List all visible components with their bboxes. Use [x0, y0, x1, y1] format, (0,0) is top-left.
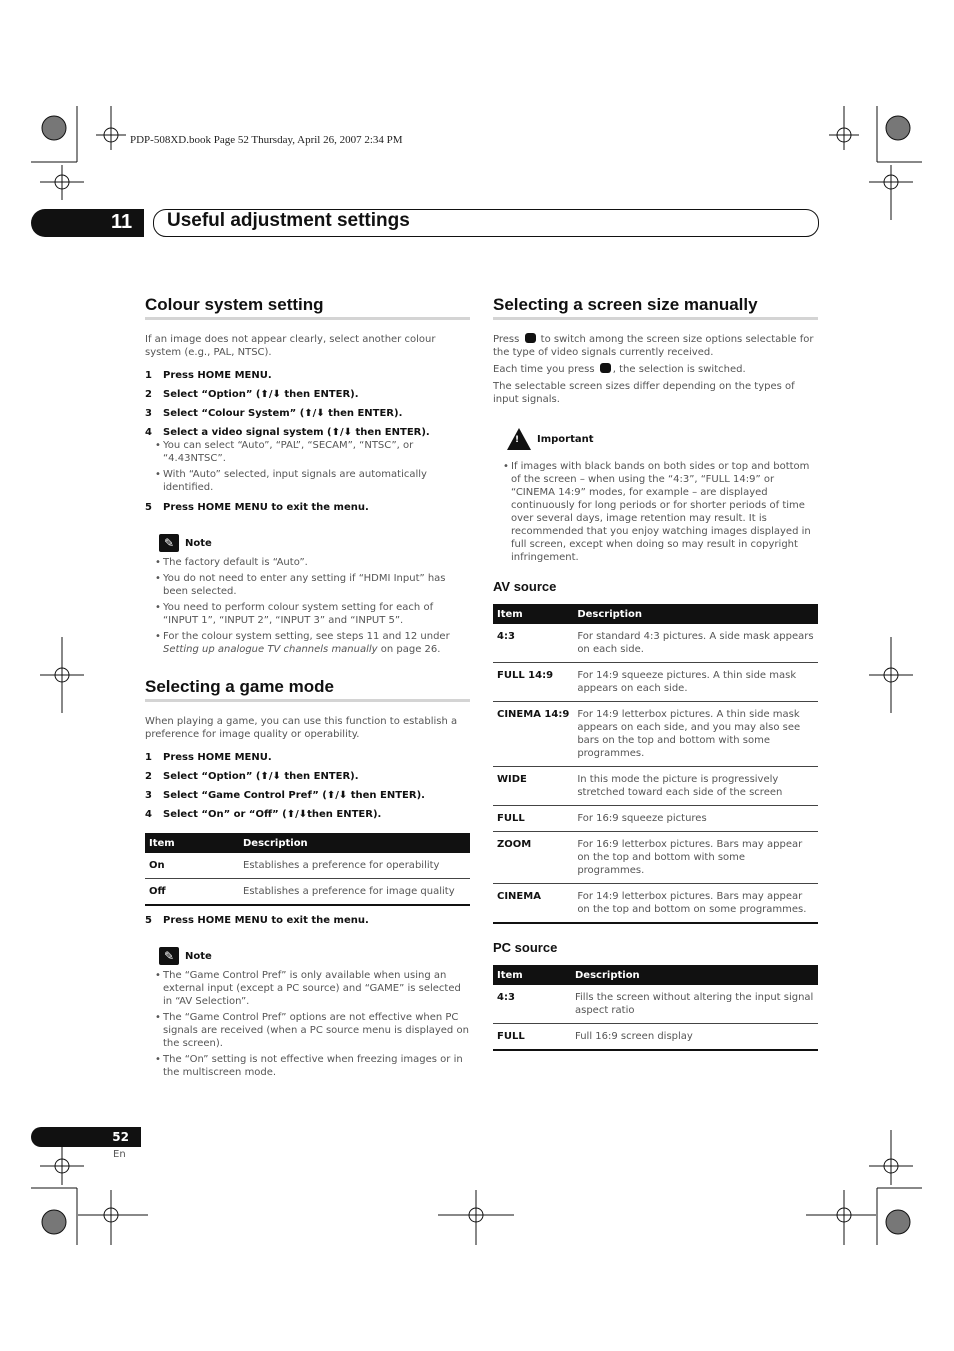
colour-step: 3 Select “Colour System” (⬆/⬇ then ENTER).	[145, 408, 403, 419]
table-row: 4:3 Fills the screen without altering the input signal aspect ratio	[493, 985, 818, 1024]
colour-step: 1 Press HOME MENU.	[145, 370, 272, 381]
page-number: 52	[112, 1130, 129, 1144]
game-step: 5 Press HOME MENU to exit the menu.	[145, 915, 369, 926]
av-source-table: Item Description 4:3 For standard 4:3 pictures. A side mask appears on each side. FULL 14:9 For 14:9 squeeze pictures. A thin side mask appears on each side. CINEMA 14:9 For 14:9 letterbox pictures. A thin side mask appears on each side, and you may also see bars on the top and bottom with some programmes. WIDE In this mode the picture is progressively stretched toward each side of the screen FULL For 16:9 squeeze pictures ZOOM For 16:9 letterbox pictures. Bars may appear on the top and bottom with some programmes. CINEMA For 14:9 letterbox pictures. Bars may appear on the top and bottom on some programmes.	[493, 604, 818, 924]
list-item: • The “Game Control Pref” is only available when using an external input (except a PC source) and “GAME” is selected in “AV Selection”.	[155, 969, 470, 1008]
note-header: ✎ Note	[159, 947, 470, 965]
screen-section-title: Selecting a screen size manually	[493, 295, 818, 320]
chapter-number-tab	[31, 209, 144, 237]
colour-intro: If an image does not appear clearly, select another colour system (e.g., PAL, NTSC).	[145, 334, 436, 358]
colour-step: 5 Press HOME MENU to exit the menu.	[145, 502, 369, 513]
table-row: WIDE In this mode the picture is progressively stretched toward each side of the screen	[493, 767, 818, 806]
game-section-title: Selecting a game mode	[145, 677, 470, 702]
list-item: • You need to perform colour system setting for each of “INPUT 1”, “INPUT 2”, “INPUT 3” and “INPUT 5”.	[155, 601, 470, 627]
game-intro: When playing a game, you can use this function to establish a preference for image quality or operability.	[145, 716, 458, 740]
pc-source-title: PC source	[493, 940, 558, 955]
screen-intro: Press to switch among the screen size options selectable for the type of video signals currently received.	[493, 334, 814, 358]
table-row: FULL Full 16:9 screen display	[493, 1024, 818, 1051]
page-number-tab	[31, 1127, 141, 1147]
table-row: FULL 14:9 For 14:9 squeeze pictures. A thin side mask appears on each side.	[493, 663, 818, 702]
screen-size-button-icon	[525, 333, 536, 343]
av-source-title: AV source	[493, 579, 557, 594]
colour-step: 2 Select “Option” (⬆/⬇ then ENTER).	[145, 389, 359, 400]
pencil-icon: ✎	[159, 947, 179, 965]
important-header: ! Important	[507, 428, 818, 450]
screen-size-button-icon	[600, 363, 611, 373]
game-mode-table: Item Description On Establishes a preference for operability Off Establishes a preference for image quality	[145, 833, 470, 906]
warning-icon: !	[507, 428, 531, 450]
chapter-title: Useful adjustment settings	[167, 210, 410, 231]
game-step: 3 Select “Game Control Pref” (⬆/⬇ then ENTER).	[145, 790, 425, 801]
screen-intro-2: Each time you press , the selection is switched.	[493, 364, 746, 375]
game-step: 2 Select “Option” (⬆/⬇ then ENTER).	[145, 771, 359, 782]
language-code: En	[113, 1149, 126, 1160]
book-meta: PDP-508XD.book Page 52 Thursday, April 26, 2007 2:34 PM	[130, 134, 403, 146]
note-header: ✎ Note	[159, 534, 470, 552]
pc-source-table: Item Description 4:3 Fills the screen without altering the input signal aspect ratio FULL Full 16:9 screen display	[493, 965, 818, 1051]
list-item: • With “Auto” selected, input signals are automatically identified.	[155, 468, 470, 494]
left-column	[145, 295, 470, 1082]
list-item: • The “On” setting is not effective when freezing images or in the multiscreen mode.	[155, 1053, 470, 1079]
table-row: On Establishes a preference for operability	[145, 853, 470, 879]
game-step: 4 Select “On” or “Off” (⬆/⬇then ENTER).	[145, 809, 382, 820]
screen-intro-3: The selectable screen sizes differ depending on the types of input signals.	[493, 381, 795, 405]
list-item: • For the colour system setting, see steps 11 and 12 under Setting up analogue TV channels manually on page 26.	[155, 630, 470, 656]
table-row: 4:3 For standard 4:3 pictures. A side mask appears on each side.	[493, 624, 818, 663]
table-row: CINEMA For 14:9 letterbox pictures. Bars may appear on the top and bottom on some programmes.	[493, 884, 818, 924]
list-item: • If images with black bands on both sides or top and bottom of the screen – when using the “4:3”, “FULL 14:9” or “CINEMA 14:9” modes, for example – are displayed continuously for long periods or for shorter periods of time over several days, image retention may result. It is recommended that you enjoy watching images displayed in full screen, except when doing so may result in copyright infringement.	[503, 460, 818, 564]
table-row: FULL For 16:9 squeeze pictures	[493, 806, 818, 832]
list-item: • The “Game Control Pref” options are not effective when PC signals are received (when a PC source menu is displayed on the screen).	[155, 1011, 470, 1050]
pencil-icon: ✎	[159, 534, 179, 552]
chapter-number: 11	[111, 211, 133, 233]
colour-step: 4 Select a video signal system (⬆/⬇ then ENTER).	[145, 427, 430, 438]
game-step: 1 Press HOME MENU.	[145, 752, 272, 763]
colour-section-title: Colour system setting	[145, 295, 470, 320]
list-item: • You can select “Auto”, “PAL”, “SECAM”, “NTSC”, or “4.43NTSC”.	[155, 439, 470, 465]
list-item: • The factory default is “Auto”.	[155, 556, 470, 569]
right-column	[493, 295, 818, 1051]
list-item: • You do not need to enter any setting if “HDMI Input” has been selected.	[155, 572, 470, 598]
table-row: ZOOM For 16:9 letterbox pictures. Bars may appear on the top and bottom with some programmes.	[493, 832, 818, 884]
table-row: CINEMA 14:9 For 14:9 letterbox pictures. A thin side mask appears on each side, and you may also see bars on the top and bottom with some programmes.	[493, 702, 818, 767]
table-row: Off Establishes a preference for image quality	[145, 879, 470, 906]
